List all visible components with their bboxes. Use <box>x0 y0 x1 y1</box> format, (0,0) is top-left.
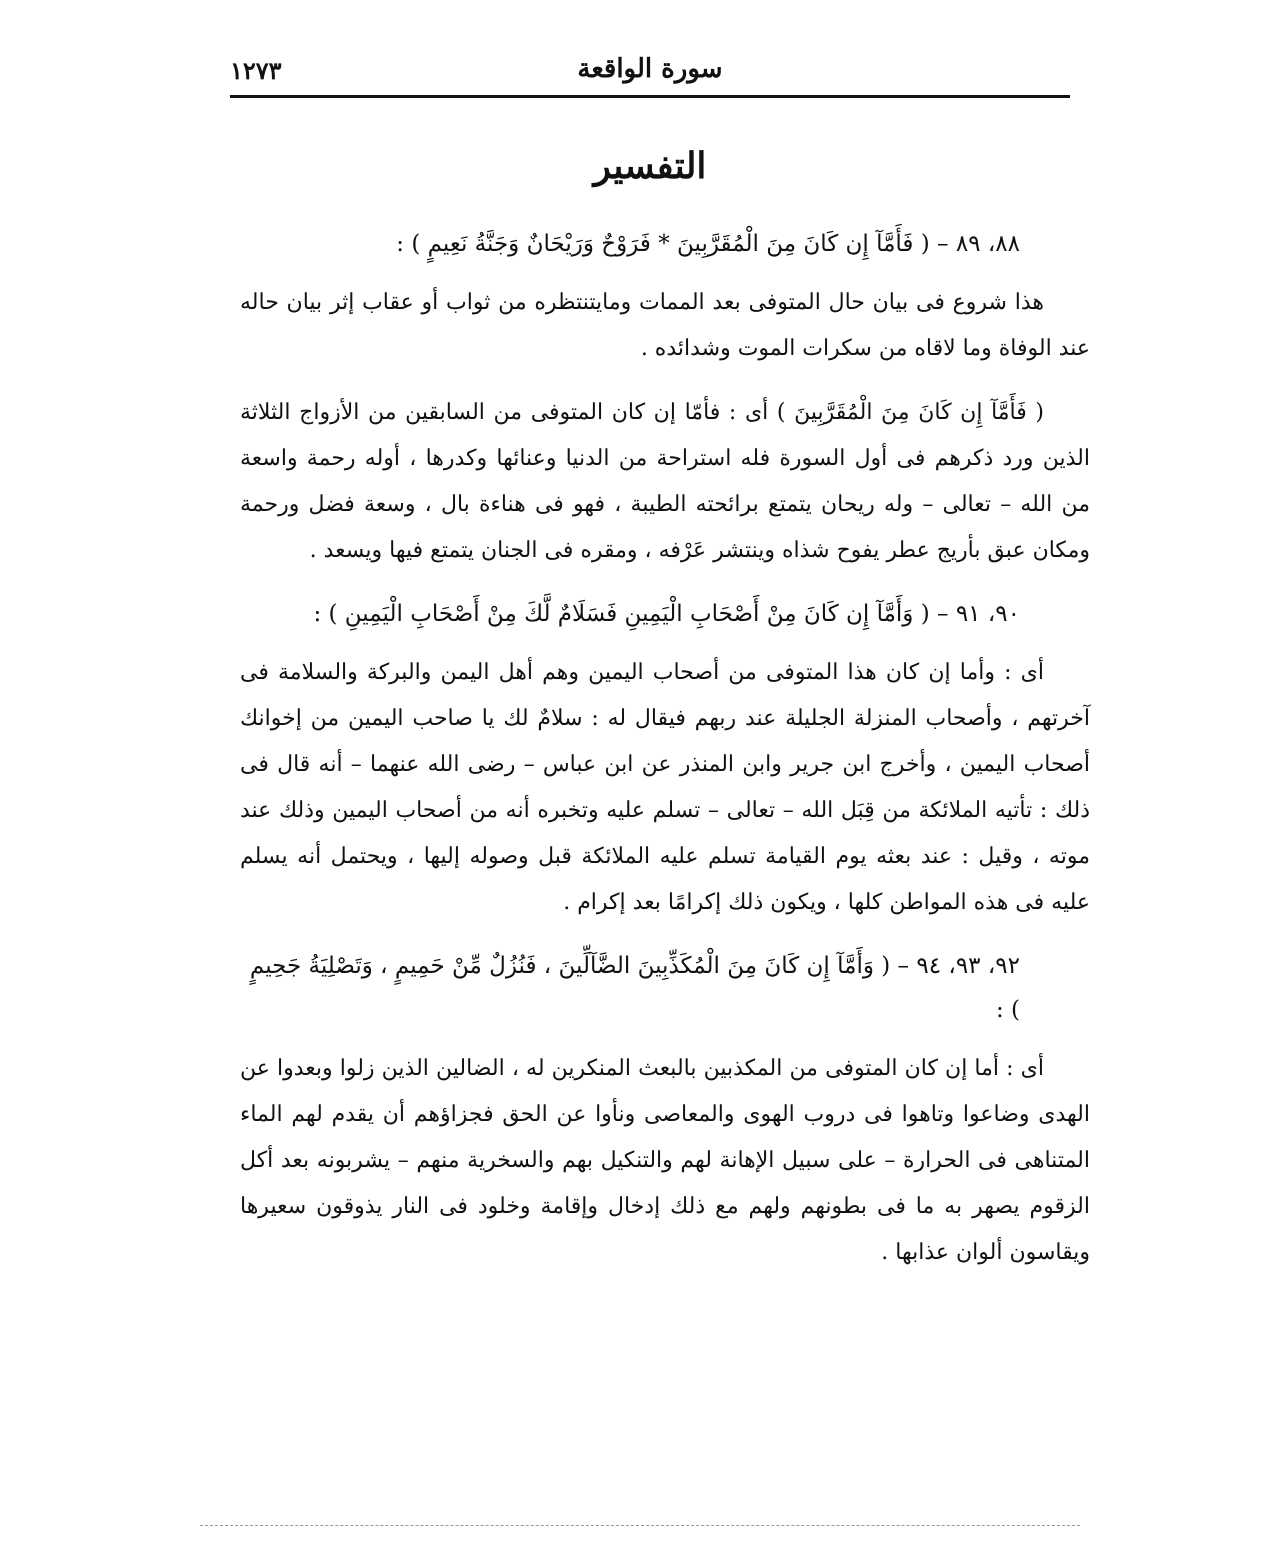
scan-bottom-line <box>200 1525 1080 1526</box>
paragraph: هذا شروع فى بيان حال المتوفى بعد الممات ومايتنتظره من ثواب أو عقاب إثر بيان حاله عند الوفاة وما لاقاه من سكرات الموت وشدائده . <box>240 290 1090 361</box>
verse-heading-88-89: ٨٨، ٨٩ – ( فَأَمَّآ إِن كَانَ مِنَ الْمُقَرَّبِينَ * فَرَوْحٌ وَرَيْحَانٌ وَجَنَّةُ نَعِيمٍ ) : <box>396 231 1020 257</box>
surah-name: سورة الواقعة <box>577 54 723 84</box>
tafsir-content <box>240 222 1090 1294</box>
header-divider <box>230 95 1070 98</box>
paragraph: أى : أما إن كان المتوفى من المكذبين بالبعث المنكرين له ، الضالين الذين زلوا وبعدوا عن الهدى وضاعوا وتاهوا فى دروب الهوى والمعاصى ونأوا عن الحق فجزاؤهم أن يقدم لهم الماء المتناهى فى الحرارة – على سبيل الإهانة لهم والتنكيل بهم والسخرية منهم – يشربونه بعد أكل الزقوم يصهر به ما فى بطونهم ولهم مع ذلك إدخال وإقامة وخلود فى النار يذوقون سعيرها ويقاسون ألوان عذابها . <box>240 1056 1090 1265</box>
section-title: التفسير <box>593 145 707 187</box>
verse-heading-90-91: ٩٠، ٩١ – ( وَأَمَّآ إِن كَانَ مِنْ أَصْحَابِ الْيَمِينِ فَسَلَامٌ لَّكَ مِنْ أَصْحَابِ الْيَمِينِ ) : <box>313 601 1020 627</box>
paragraph: ( فَأَمَّآ إِن كَانَ مِنَ الْمُقَرَّبِينَ ) أى : فأمّا إن كان المتوفى من السابقين من الأزواج الثلاثة الذين ورد ذكرهم فى أول السورة فله استراحة من الدنيا وعنائها وكدرها ، أوله رحمة واسعة من الله – تعالى – وله ريحان يتمتع برائحته الطيبة ، فهو فى هناءة بال ، وسعة فضل ورحمة ومكان عبق بأريج عطر يفوح شذاه وينتشر عَرْفه ، ومقره فى الجنان يتمتع فيها ويسعد . <box>240 400 1090 563</box>
verse-heading-92-94: ٩٢، ٩٣، ٩٤ – ( وَأَمَّآ إِن كَانَ مِنَ الْمُكَذِّبِينَ الضَّآلِّينَ ، فَنُزُلٌ مِّنْ حَمِيمٍ ، وَتَصْلِيَةُ جَحِيمٍ ) : <box>249 953 1020 1023</box>
page-number: ١٢٧٣ <box>230 56 282 85</box>
running-header <box>230 52 1070 92</box>
paragraph: أى : وأما إن كان هذا المتوفى من أصحاب اليمين وهم أهل اليمن والبركة والسلامة فى آخرتهم ، وأصحاب المنزلة الجليلة عند ربهم فيقال له : سلامٌ لك يا صاحب اليمين من إخوانك أصحاب اليمين ، وأخرج ابن جرير وابن المنذر عن ابن عباس – رضى الله عنهما – أنه قال فى ذلك : تأتيه الملائكة من قِبَل الله – تعالى – تسلم عليه وتخبره أنه من أصحاب اليمين وذلك عند موته ، وقيل : عند بعثه يوم القيامة تسلم عليه الملائكة قبل وصوله إليها ، ويحتمل أنه يسلم عليه فى هذه المواطن كلها ، ويكون ذلك إكرامًا بعد إكرام . <box>240 660 1090 915</box>
